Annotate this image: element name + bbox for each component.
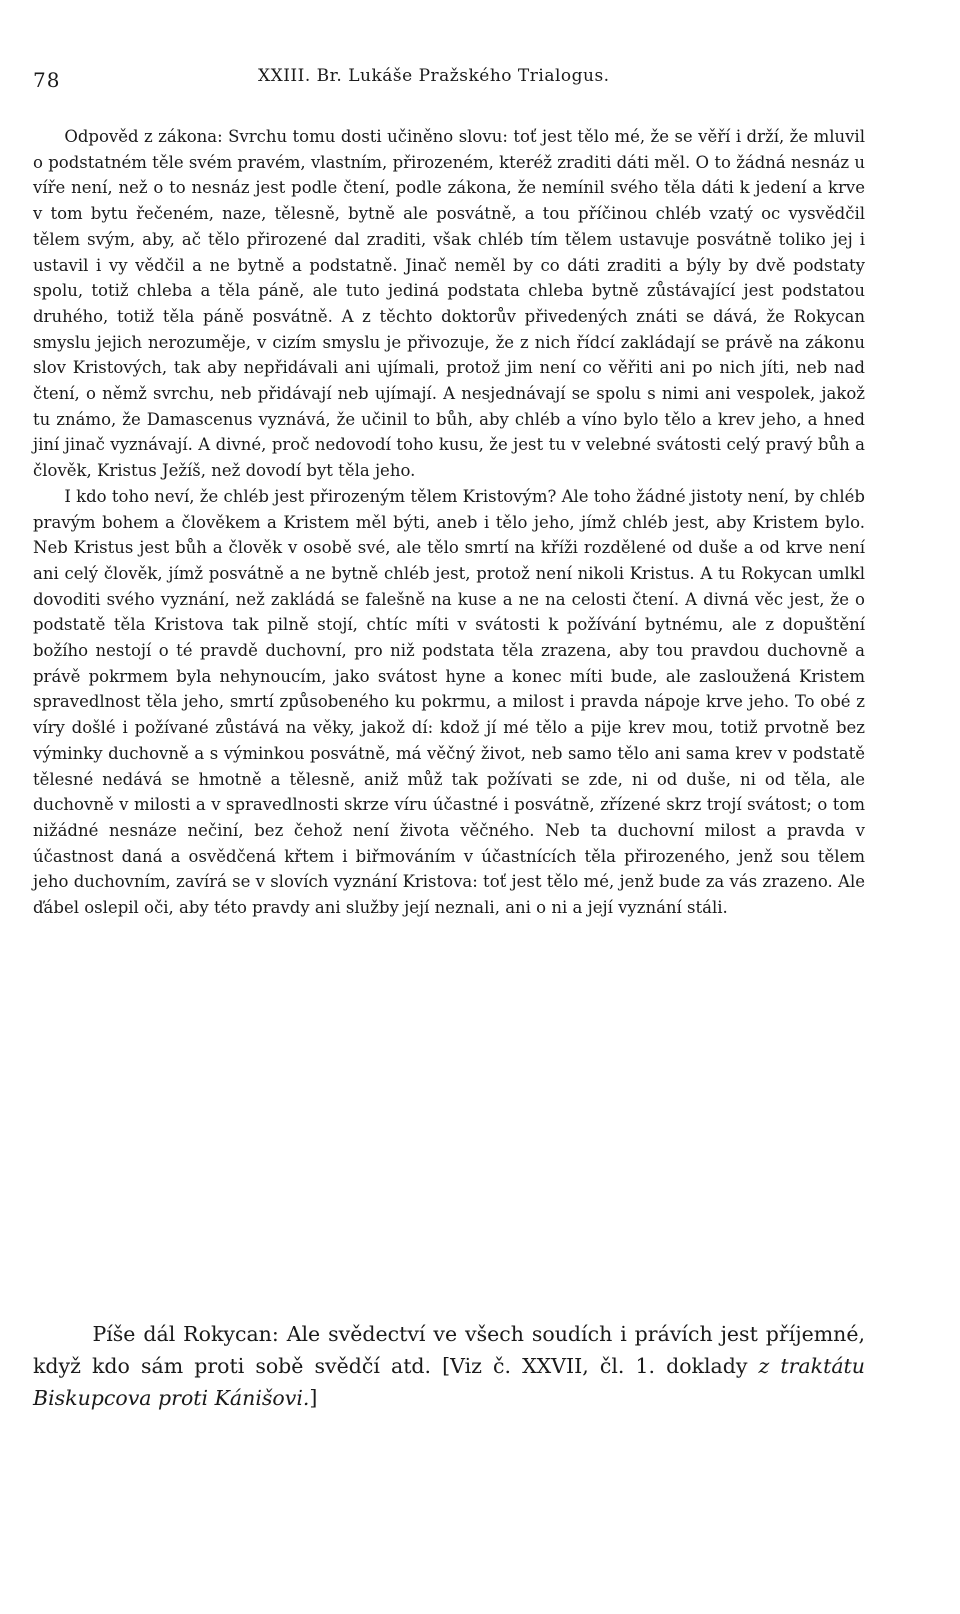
closing-text	[33, 1318, 865, 1414]
body-text	[33, 124, 865, 921]
closing-bracket: ]	[309, 1386, 318, 1410]
running-title: XXIII. Br. Lukáše Pražského Trialogus.	[258, 66, 610, 86]
closing-italic-reference: z traktátu Biskupcova proti Kánišovi.	[33, 1354, 865, 1410]
page-number: 78	[33, 68, 61, 92]
paragraph: I kdo toho neví, že chléb jest přirozeným tělem Kristovým? Ale toho žádné jistoty není, by chléb pravým bohem a člověkem a Kristem měl býti, aneb i tělo jeho, jímž chléb jest, aby Kristem bylo. Neb Kristus jest bůh a člověk v osobě své, ale tělo smrtí na kříži rozdělené od duše a od krve není ani celý člověk, jímž posvátně a ne bytně chléb jest, protož není nikoli Kristus. A tu Rokycan umlkl dovoditi svého vyznání, než zakládá se falešně na kuse a ne na celosti čtení. A divná věc jest, že o podstatě těla Kristova tak pilně stojí, chtíc míti v svátosti k požívání bytnému, ale z dopuštění božího nestojí o té pravdě duchovní, pro niž podstata těla zrazena, aby tou pravdou duchovně a právě pokrmem byla nehynoucím, jako svátost hyne a konec míti bude, ale zasloužená Kristem spravedlnost těla jeho, smrtí způsobeného ku pokrmu, a milost i pravda nápoje krve jeho. To obé z víry došlé i požívané zůstává na věky, jakož dí: kdož jí mé tělo a pije krev mou, totiž prvotně bez výminky duchovně a s výminkou posvátně, má věčný život, neb samo tělo ani sama krev v podstatě tělesné nedává se hmotně a tělesně, aniž můž tak požívati se zde, ni od duše, ni od těla, ale duchovně v milosti a v spravedlnosti skrze víru účastné i posvátně, zřízené skrz trojí svátost; o tom nižádné nesnáze nečiní, bez čehož není života věčného. Neb ta duchovní milost a pravda v účastnost daná a osvědčená křtem i biřmováním v účastnících těla přirozeného, jenž sou tělem jeho duchovním, zavírá se v slovích vyznání Kristova: toť jest tělo mé, jenž bude za vás zrazeno. Ale ďábel oslepil oči, aby této pravdy ani služby její neznali, ani o ni a její vyznání stáli.	[33, 486, 865, 918]
closing-main-text: Píše dál Rokycan: Ale svědectví ve všech soudích i právích jest příjemné, když kdo sám proti sobě svědčí atd. [Viz č. XXVII, čl. 1. doklady	[33, 1322, 865, 1378]
paragraph: Odpověd z zákona: Svrchu tomu dosti učiněno slovu: toť jest tělo mé, že se věří i drží, že mluvil o podstatném těle svém pravém, vlastním, přirozeném, kteréž zraditi dáti měl. O to žádná nesnáz u víře není, než o to nesnáz jest podle čtení, podle zákona, že nemínil svého těla dáti k jedení a krve v tom bytu řečeném, naze, tělesně, bytně ale posvátně, a tou příčinou chléb vzatý oc vysvědčil tělem svým, aby, ač tělo přirozené dal zraditi, však chléb tím tělem ustavuje posvátně toliko jej i ustavil i vy vědčil a ne bytně a podstatně. Jinač neměl by co dáti zraditi a býly by dvě podstaty spolu, totiž chleba a těla páně, ale tuto jediná podstata chleba bytně zůstávající jest podstatou druhého, totiž těla páně posvátně. A z těchto doktorův přivedených znáti se dává, že Rokycan smyslu jejich nerozuměje, v cizím smyslu je přivozuje, že z nich řídcí zakládají se právě na zákonu slov Kristových, tak aby nepřidávali ani ujímali, protož jim není co věřiti ani po nich jíti, neb nad čtení, o němž svrchu, neb přidávají neb ujímají. A nesjednávají se spolu s nimi ani vespolek, jakož tu známo, že Damascenus vyznává, že učinil to bůh, aby chléb a víno bylo tělo a krev jeho, a hned jiní jinač vyznávají. A divné, proč nedovodí toho kusu, že jest tu v velebné svátosti celý pravý bůh a člověk, Kristus Ježíš, než dovodí byt těla jeho.	[33, 127, 865, 481]
closing-paragraph	[33, 1318, 865, 1414]
